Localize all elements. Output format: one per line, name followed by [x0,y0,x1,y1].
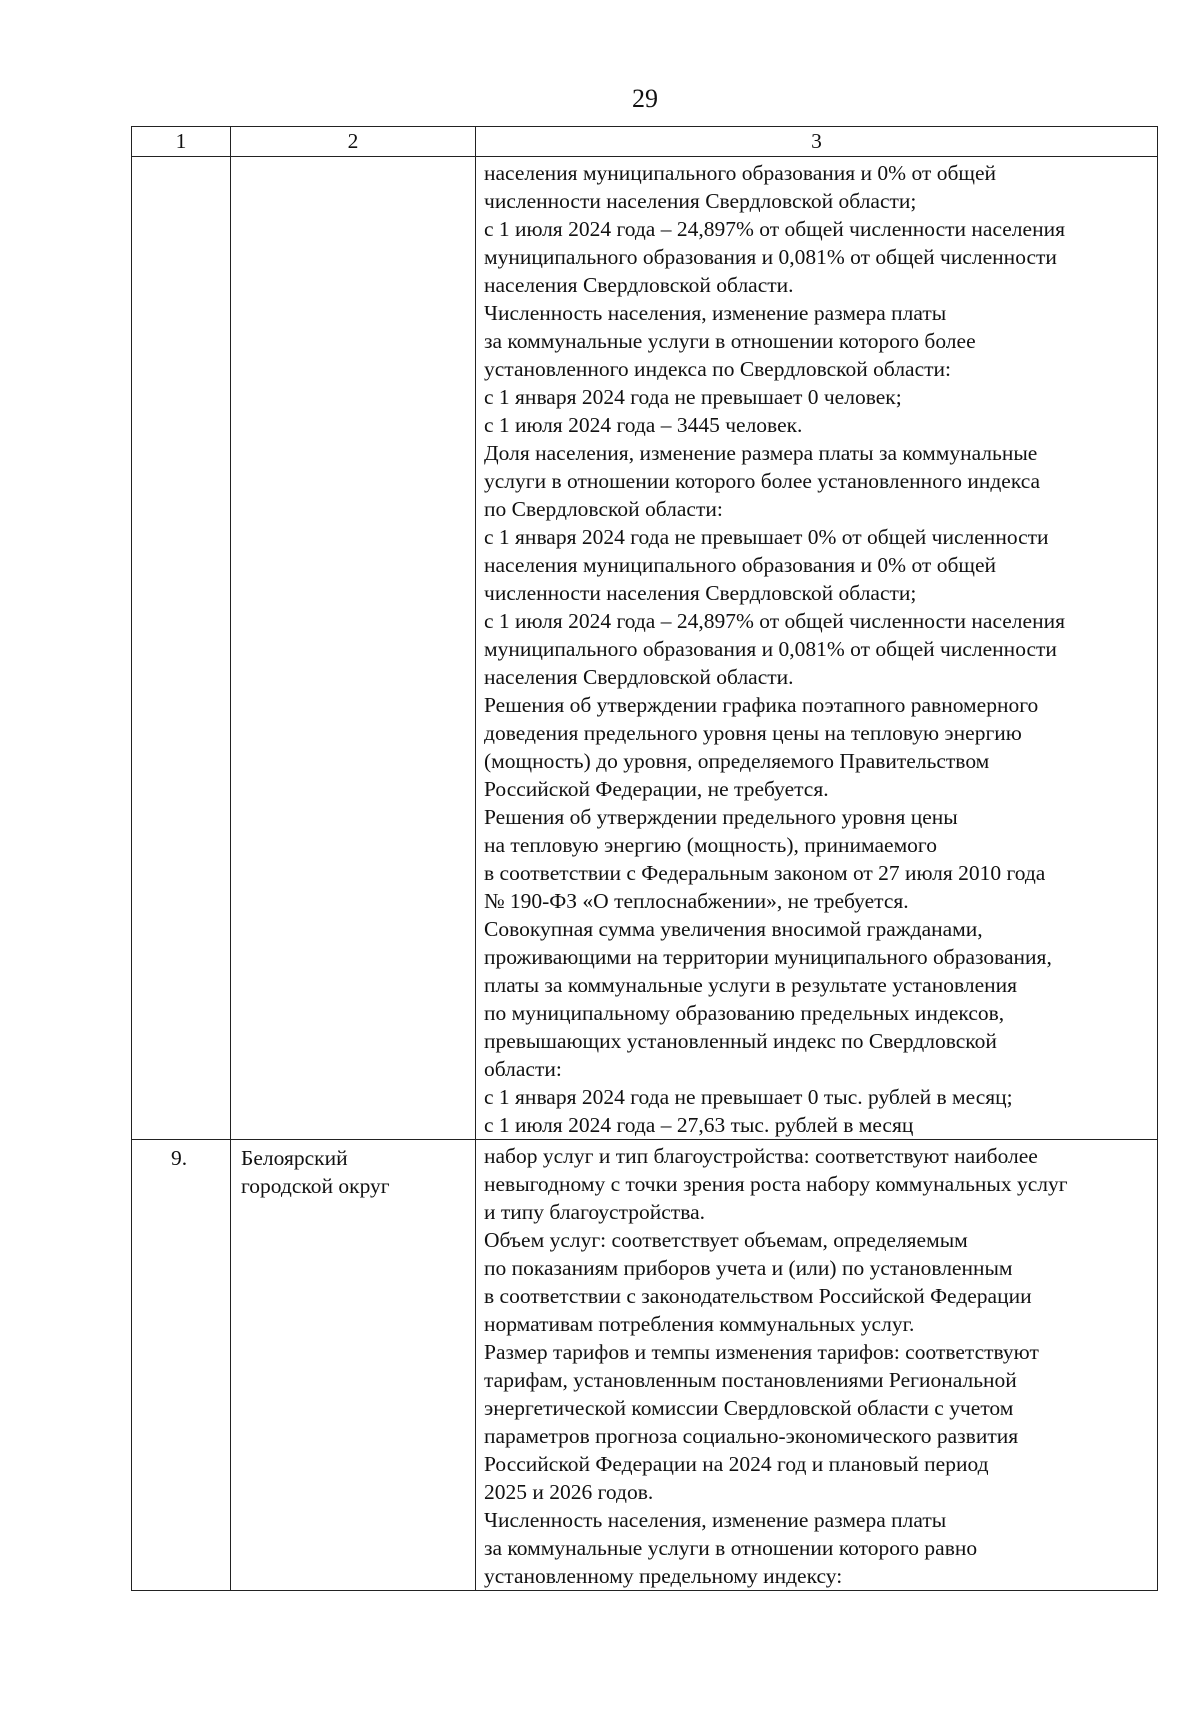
text-line: населения муниципального образования и 0% от общей [484,161,996,185]
text-line: № 190-ФЗ «О теплоснабжении», не требуется. [484,889,909,913]
text-line: населения муниципального образования и 0% от общей [484,553,996,577]
text-line: с 1 января 2024 года не превышает 0% от общей численности [484,525,1049,549]
text-line: Российской Федерации на 2024 год и плановый период [484,1452,989,1476]
text-line: Российской Федерации, не требуется. [484,777,829,801]
text-line: набор услуг и тип благоустройства: соответствуют наиболее [484,1144,1038,1168]
text-line: Размер тарифов и темпы изменения тарифов: соответствуют [484,1340,1039,1364]
text-line: Объем услуг: соответствует объемам, определяемым [484,1228,968,1252]
column-header-3: 3 [476,127,1158,157]
text-line: (мощность) до уровня, определяемого Правительством [484,749,990,773]
text-line: установленному предельному индексу: [484,1564,843,1588]
text-line: с 1 июля 2024 года – 24,897% от общей численности населения [484,217,1065,241]
text-line: с 1 июля 2024 года – 27,63 тыс. рублей в месяц [484,1113,914,1137]
text-line: муниципального образования и 0,081% от общей численности [484,245,1057,269]
text-line: Совокупная сумма увеличения вносимой гражданами, [484,917,983,941]
text-line: области: [484,1057,562,1081]
text-line: нормативам потребления коммунальных услуг. [484,1312,915,1336]
text-line: на тепловую энергию (мощность), принимаемого [484,833,937,857]
text-line: населения Свердловской области. [484,665,794,689]
text-line: численности населения Свердловской области; [484,189,917,213]
text-line: в соответствии с законодательством Российской Федерации [484,1284,1032,1308]
text-line: энергетической комиссии Свердловской области с учетом [484,1396,1014,1420]
row-number-cell: 9. [132,1140,231,1591]
text-line: доведения предельного уровня цены на тепловую энергию [484,721,1022,745]
table-row [132,1140,1158,1591]
table-row [132,157,1158,1140]
table-header-row [132,127,1158,157]
text-line: установленного индекса по Свердловской области: [484,357,952,381]
text-line: населения Свердловской области. [484,273,794,297]
text-line: тарифам, установленным постановлениями Региональной [484,1368,1017,1392]
text-line: по Свердловской области: [484,497,723,521]
text-line: с 1 июля 2024 года – 24,897% от общей численности населения [484,609,1065,633]
text-line: Решения об утверждении графика поэтапного равномерного [484,693,1039,717]
document-table [131,126,1158,1591]
text-line: за коммунальные услуги в отношении которого равно [484,1536,978,1560]
row-number-cell [132,157,231,1140]
column-header-1: 1 [132,127,231,157]
text-line: невыгодному с точки зрения роста набору коммунальных услуг [484,1172,1068,1196]
municipality-cell [231,1140,476,1591]
municipality-name-line: Белоярский [241,1146,348,1170]
text-line: 2025 и 2026 годов. [484,1480,654,1504]
description-cell [476,157,1158,1140]
description-cell [476,1140,1158,1591]
text-line: численности населения Свердловской области; [484,581,917,605]
text-line: по показаниям приборов учета и (или) по установленным [484,1256,1013,1280]
text-line: с 1 января 2024 года не превышает 0 человек; [484,385,902,409]
page-number: 29 [632,84,658,113]
municipality-cell [231,157,476,1140]
text-line: Численность населения, изменение размера платы [484,1508,947,1532]
column-header-2: 2 [231,127,476,157]
text-line: за коммунальные услуги в отношении которого более [484,329,976,353]
text-line: платы за коммунальные услуги в результате установления [484,973,1018,997]
text-line: с 1 июля 2024 года – 3445 человек. [484,413,803,437]
text-line: с 1 января 2024 года не превышает 0 тыс. рублей в месяц; [484,1085,1013,1109]
municipality-name-line: городской округ [241,1174,390,1198]
text-line: муниципального образования и 0,081% от общей численности [484,637,1057,661]
text-line: параметров прогноза социально-экономического развития [484,1424,1019,1448]
text-line: превышающих установленный индекс по Свердловской [484,1029,997,1053]
text-line: Численность населения, изменение размера платы [484,301,947,325]
text-line: Доля населения, изменение размера платы за коммунальные [484,441,1038,465]
text-line: и типу благоустройства. [484,1200,705,1224]
text-line: по муниципальному образованию предельных индексов, [484,1001,1005,1025]
text-line: Решения об утверждении предельного уровня цены [484,805,958,829]
text-line: в соответствии с Федеральным законом от 27 июля 2010 года [484,861,1046,885]
text-line: проживающими на территории муниципального образования, [484,945,1052,969]
text-line: услуги в отношении которого более установленного индекса [484,469,1041,493]
